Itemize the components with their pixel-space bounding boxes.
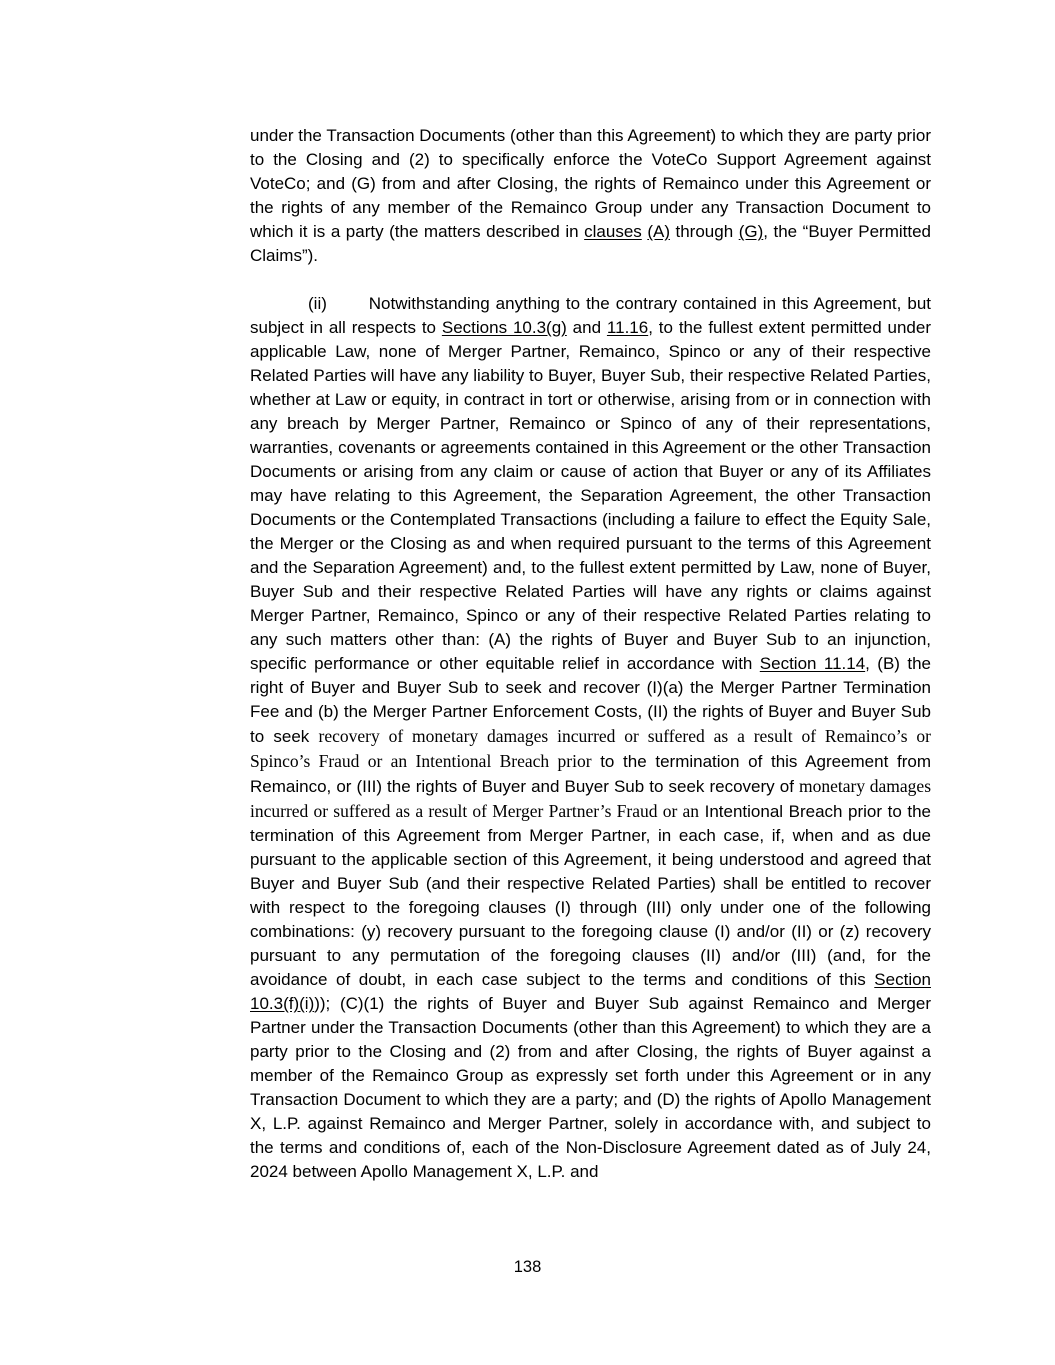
document-body [250, 124, 931, 1208]
text-run: , (B) the right of Buyer and Buyer Sub to seek and recover (I)(a) the Merger Partner Termination Fee and (b) the Merger Partner Enforcement Costs, (II) the rights of Buyer and Buyer Sub to seek [250, 654, 931, 746]
section-reference: (A) [647, 222, 670, 241]
text-run: monetary damages incurred or suffered as a result of Merger Partner’s Fraud or an [250, 776, 932, 821]
page-number: 138 [513, 1258, 542, 1276]
text-run: , the “Buyer Permitted Claims”). [250, 222, 931, 265]
text-run: to the termination of this Agreement from Remainco, or (III) the rights of Buyer and Buyer Sub to seek recovery of [250, 752, 931, 796]
section-reference: 11.16 [606, 318, 649, 337]
text-run: recovery of monetary damages incurred or suffered as a result of Remainco’s or Spinco’s Fraud or an Intentional Breach prior [250, 726, 931, 771]
section-reference: Section 11.14 [759, 654, 866, 673]
paragraph-clause-ii-no-liability [250, 292, 931, 1184]
paragraph-buyer-permitted-claims-continuation [250, 124, 931, 268]
text-run: (ii) Notwithstanding anything to the contrary contained in this Agreement, but subject in all respects to [250, 294, 931, 337]
text-run: )); (C)(1) the rights of Buyer and Buyer Sub against Remainco and Merger Partner under the Transaction Documents (other than this Agreement) to which they are a party prior to the Closing and (2) from and after Closing, the rights of Buyer against a member of the Remainco Group as expressly set forth under this Agreement or in any Transaction Document to which they are a party; and (D) the rights of Apollo Management X, L.P. against Remainco and Merger Partner, solely in accordance with, and subject to the terms and conditions of, each of the Non-Disclosure Agreement dated as of July 24, 2024 between Apollo Management X, L.P. and [250, 994, 931, 1181]
section-reference: Sections 10.3(g) [441, 318, 567, 337]
text-run: , to the fullest extent permitted under applicable Law, none of Merger Partner, Remainco, Spinco or any of their respective Related Parties will have any liability to Buyer, Buyer Sub, their respective Related Parties, whether at Law or equity, in contract in tort or otherwise, arising from or in connection with any breach by Merger Partner, Remainco or Spinco of any of their representations, warranties, covenants or agreements contained in this Agreement or the other Transaction Documents or arising from any claim or cause of action that Buyer or any of its Affiliates may have relating to this Agreement, the Separation Agreement, the other Transaction Documents or the Contemplated Transactions (including a failure to effect the Equity Sale, the Merger or the Closing as and when required pursuant to the terms of this Agreement and the Separation Agreement) and, to the fullest extent permitted by Law, none of Buyer, Buyer Sub and their respective Related Parties will have any rights or claims against Merger Partner, Remainco, Spinco or any of their respective Related Parties relating to any such matters other than: (A) the rights of Buyer and Buyer Sub to an injunction, specific performance or other equitable relief in accordance with [250, 318, 932, 673]
text-run: through [669, 222, 739, 241]
section-reference: clauses [584, 222, 642, 241]
text-run: under the Transaction Documents (other than this Agreement) to which they are party prior to the Closing and (2) to specifically enforce the VoteCo Support Agreement against VoteCo; and (G) from and after Closing, the rights of Remainco under this Agreement or the rights of any member of the Remainco Group under any Transaction Document to which it is a party (the matters described in [250, 126, 931, 241]
section-reference: (G) [738, 222, 764, 241]
text-run: and [566, 318, 607, 337]
section-reference: Section 10.3(f)(i) [250, 970, 931, 1013]
text-run: Intentional Breach prior to the termination of this Agreement from Merger Partner, in each case, if, when and as due pursuant to the applicable section of this Agreement, it being understood and agreed that Buyer and Buyer Sub (and their respective Related Parties) shall be entitled to recover with respect to the foregoing clauses (I) through (III) only under one of the following combinations: (y) recovery pursuant to the foregoing clause (I) and/or (II) or (z) recovery pursuant to any permutation of the foregoing clauses (II) and/or (III) (and, for the avoidance of doubt, in each case subject to the terms and conditions of this [250, 802, 931, 989]
